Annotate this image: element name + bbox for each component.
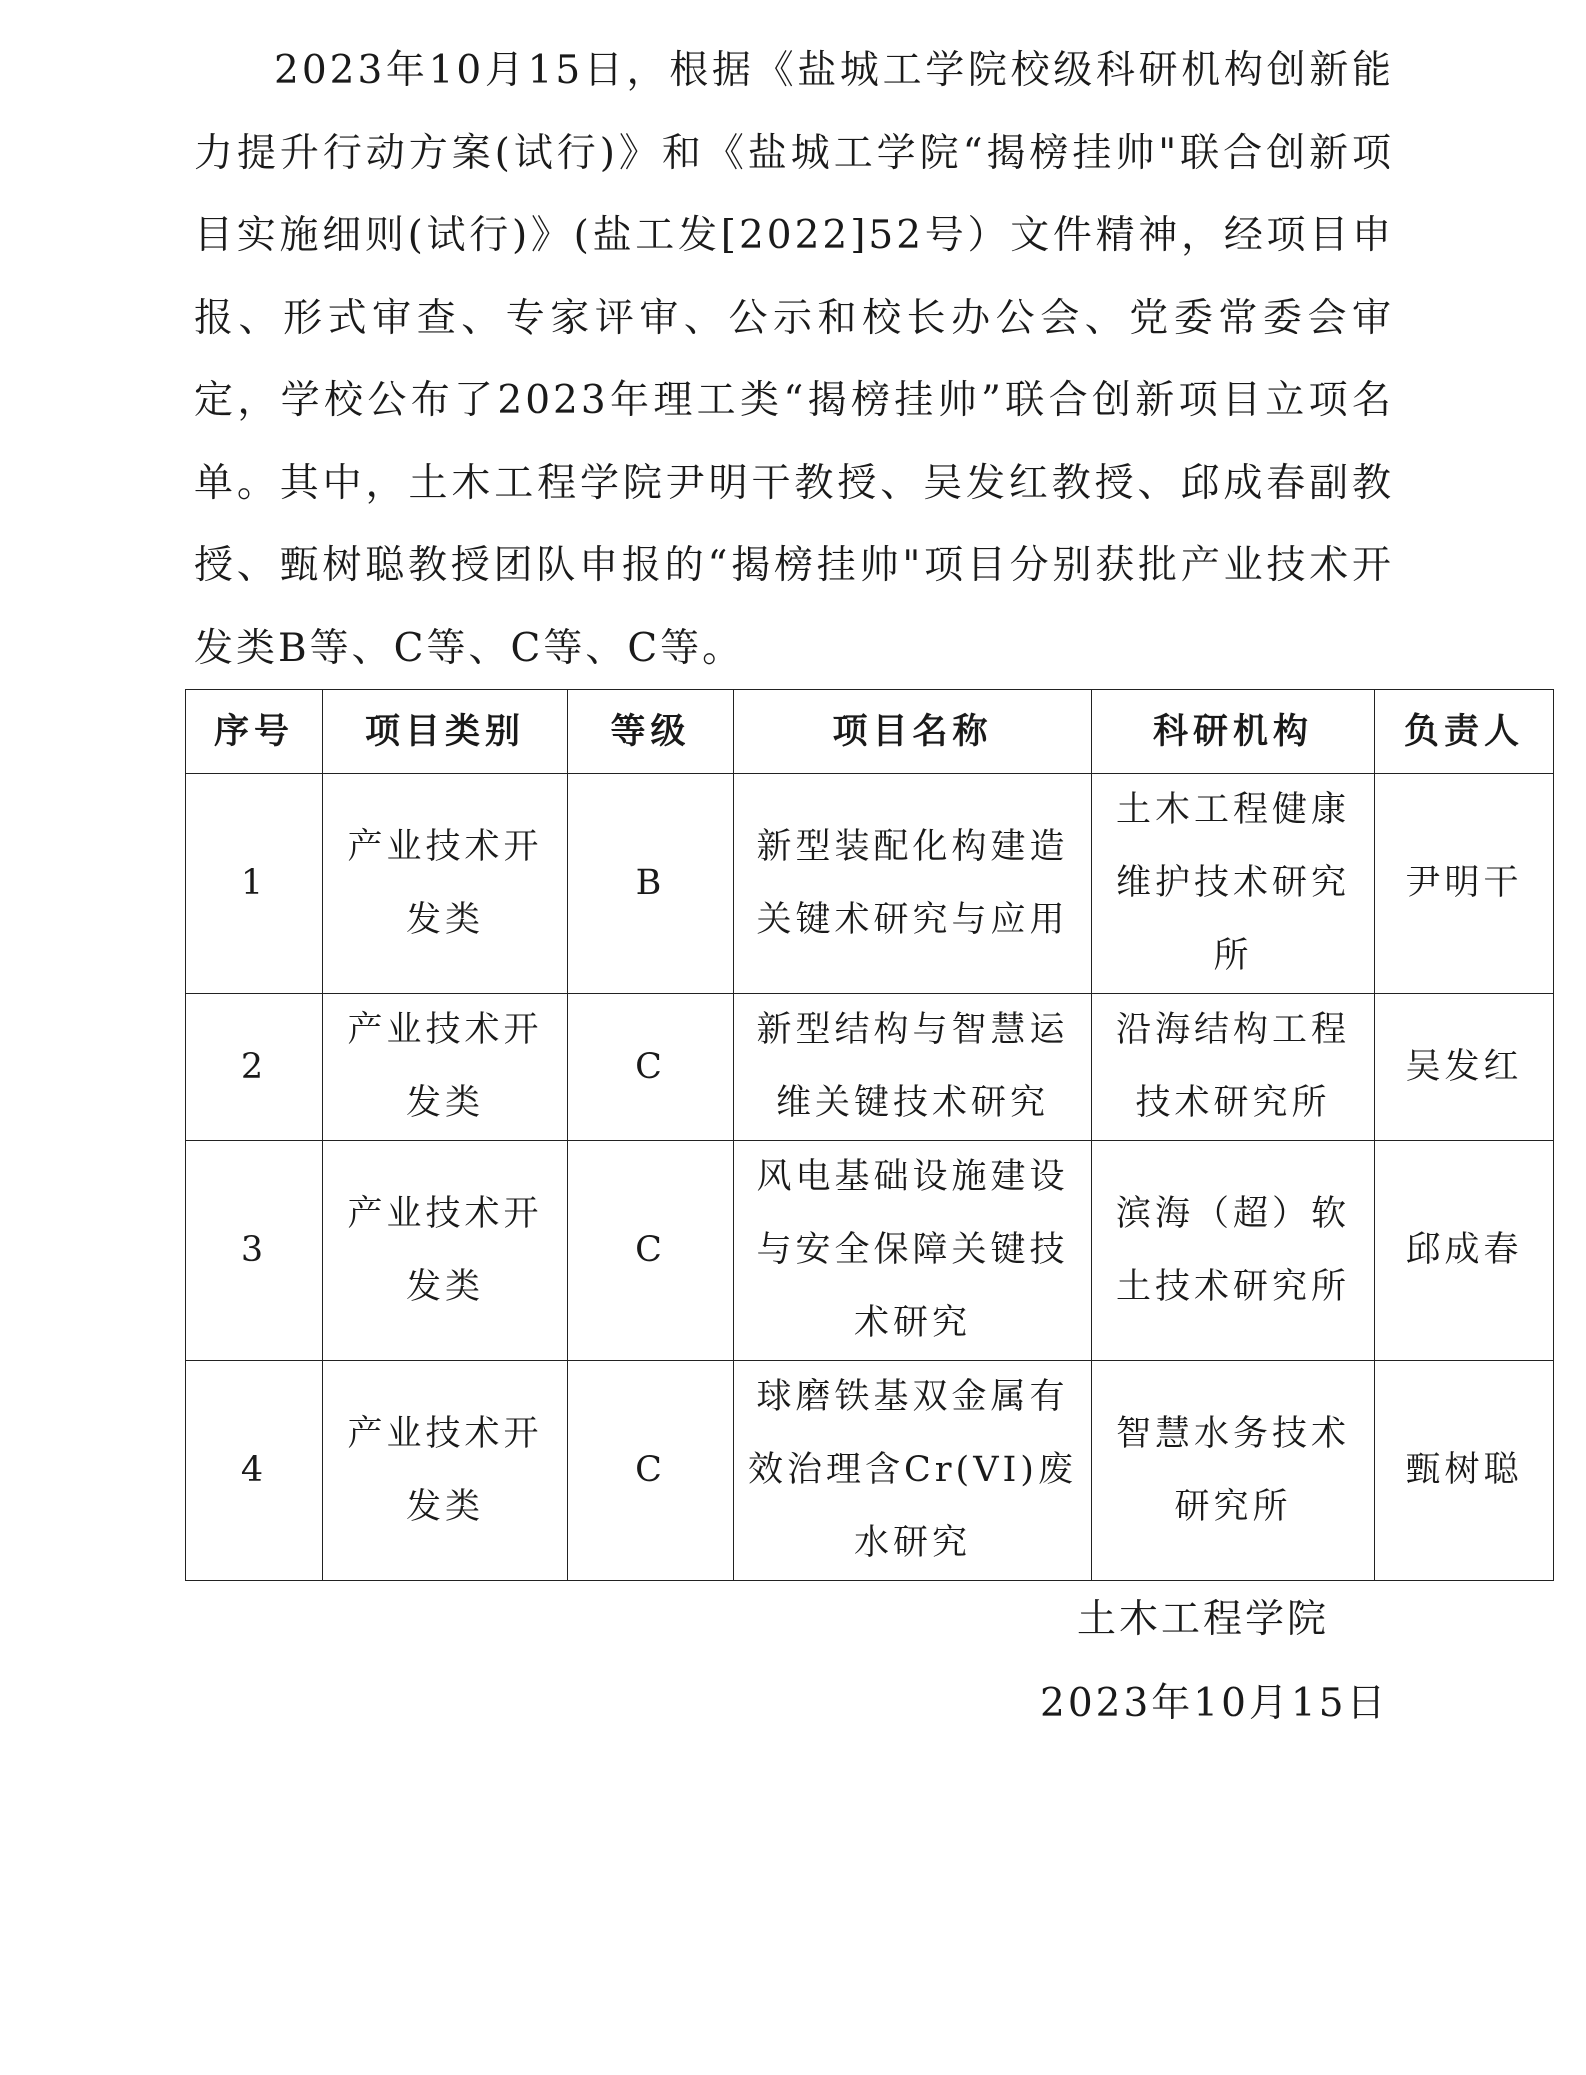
cell-index: 3: [186, 1141, 323, 1361]
cell-category: 产业技术开发类: [323, 1141, 568, 1361]
cell-index: 1: [186, 774, 323, 994]
table-row: [186, 774, 1554, 994]
table-row: [186, 1361, 1554, 1581]
cell-lead: 甄树聪: [1375, 1361, 1554, 1581]
cell-category: 产业技术开发类: [323, 774, 568, 994]
table-row: [186, 994, 1554, 1141]
header-index: 序号: [186, 690, 323, 774]
header-level: 等级: [568, 690, 734, 774]
table-header-row: [186, 690, 1554, 774]
header-project-name: 项目名称: [734, 690, 1092, 774]
project-table: [185, 689, 1554, 1581]
footer-date: 2023年10月15日: [1040, 1681, 1389, 1726]
cell-research-org: 沿海结构工程技术研究所: [1092, 994, 1375, 1141]
cell-level: C: [568, 1361, 734, 1581]
header-category: 项目类别: [323, 690, 568, 774]
cell-lead: 尹明干: [1375, 774, 1554, 994]
cell-project-name: 新型结构与智慧运维关键技术研究: [734, 994, 1092, 1141]
header-lead: 负责人: [1375, 690, 1554, 774]
cell-project-name: 新型装配化构建造关键术研究与应用: [734, 774, 1092, 994]
cell-project-name: 风电基础设施建设与安全保障关键技术研究: [734, 1141, 1092, 1361]
cell-level: C: [568, 994, 734, 1141]
body-paragraph: 2023年10月15日，根据《盐城工学院校级科研机构创新能力提升行动方案(试行)》和《盐城工学院“揭榜挂帅"联合创新项目实施细则(试行)》(盐工发[2022]52号）文件精神，经项目申报、形式审查、专家评审、公示和校长办公会、党委常委会审定，学校公布了2023年理工类“揭榜挂帅”联合创新项目立项名单。其中，土木工程学院尹明干教授、吴发红教授、邱成春副教授、甄树聪教授团队申报的“揭榜挂帅"项目分别获批产业技术开发类B等、C等、C等、C等。: [194, 48, 1394, 671]
cell-index: 4: [186, 1361, 323, 1581]
cell-category: 产业技术开发类: [323, 1361, 568, 1581]
cell-lead: 吴发红: [1375, 994, 1554, 1141]
header-research-org: 科研机构: [1092, 690, 1375, 774]
cell-index: 2: [186, 994, 323, 1141]
cell-project-name: 球磨铁基双金属有效治理含Cr(VI)废水研究: [734, 1361, 1092, 1581]
footer-organization: 土木工程学院: [1077, 1597, 1330, 1642]
cell-category: 产业技术开发类: [323, 994, 568, 1141]
cell-research-org: 智慧水务技术研究所: [1092, 1361, 1375, 1581]
cell-lead: 邱成春: [1375, 1141, 1554, 1361]
cell-research-org: 滨海（超）软土技术研究所: [1092, 1141, 1375, 1361]
cell-research-org: 土木工程健康维护技术研究所: [1092, 774, 1375, 994]
project-table-wrapper: [185, 689, 1554, 1581]
cell-level: C: [568, 1141, 734, 1361]
table-row: [186, 1141, 1554, 1361]
cell-level: B: [568, 774, 734, 994]
